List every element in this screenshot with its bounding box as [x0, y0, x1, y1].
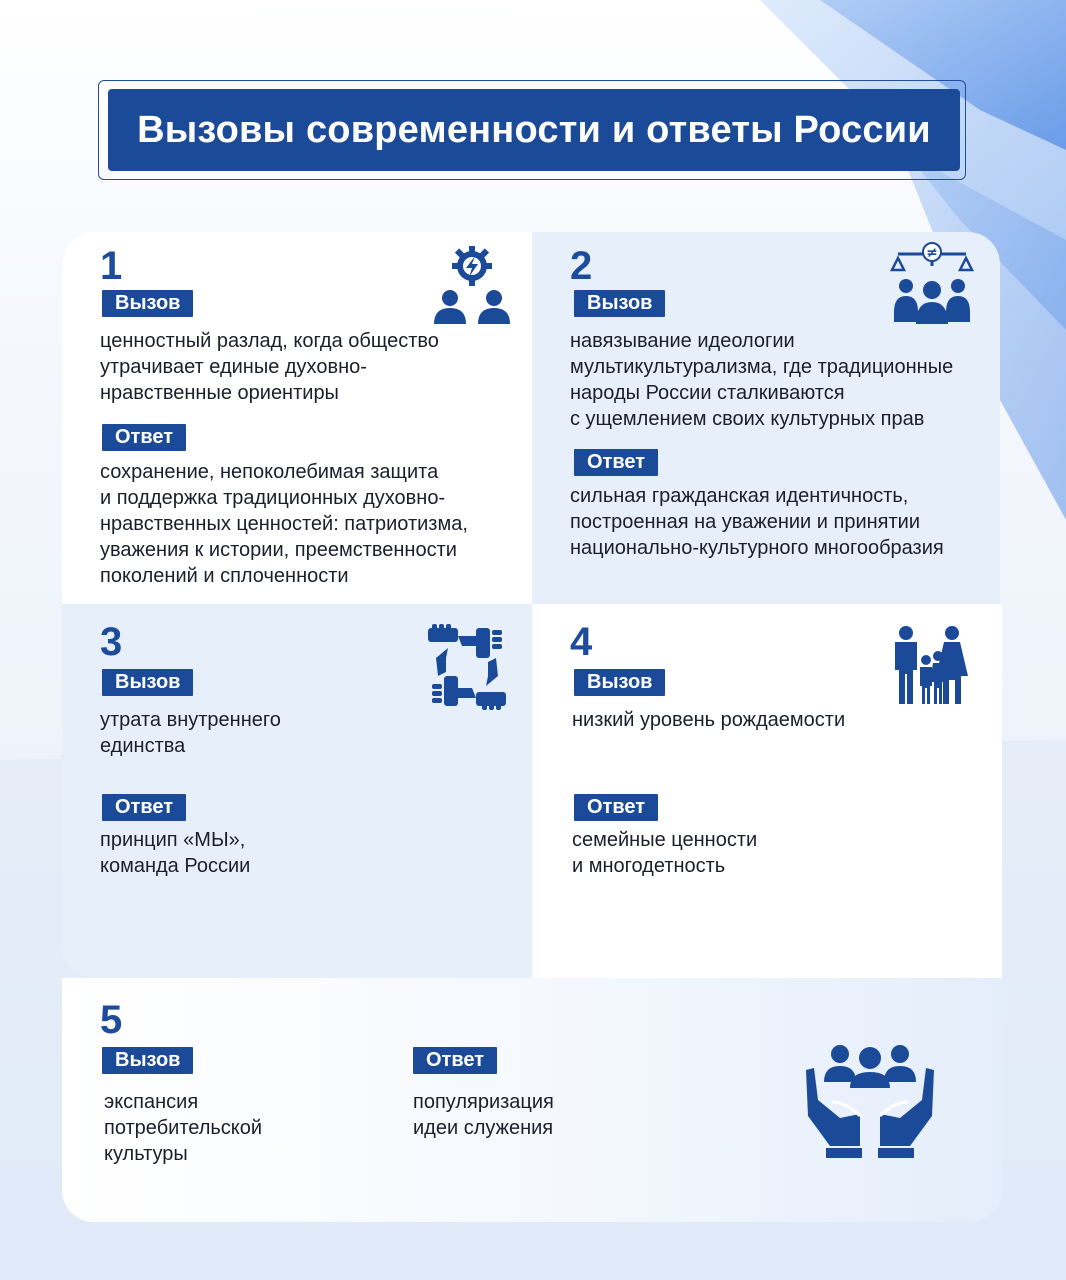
challenge-text: утрата внутреннего единства — [100, 709, 281, 757]
page-title: Вызовы современности и ответы России — [137, 108, 931, 151]
challenge-badge: Вызов — [102, 669, 193, 696]
answer-text: семейные ценности и многодетность — [572, 829, 758, 877]
challenge-text: экспансия потребительской культуры — [104, 1091, 263, 1165]
challenge-text: низкий уровень рождаемости — [572, 709, 846, 731]
challenge-text: навязывание идеологии мультикультурализма, где традиционные народы России сталкиваются с ущемлением своих культурных прав — [570, 330, 954, 430]
answer-badge: Ответ — [102, 424, 186, 451]
card-2 — [532, 232, 1000, 604]
challenge-badge: Вызов — [102, 1047, 193, 1074]
card-number: 4 — [570, 620, 593, 664]
card-1 — [62, 232, 532, 604]
answer-text: популяризация идеи служения — [413, 1091, 554, 1139]
answer-badge: Ответ — [413, 1047, 497, 1074]
card-number: 2 — [570, 244, 593, 288]
challenge-badge: Вызов — [102, 290, 193, 317]
challenge-text: ценностный разлад, когда общество утрачивает единые духовно- нравственные ориентиры — [100, 330, 439, 404]
card-4 — [532, 604, 1002, 978]
hands-holding-people-icon — [802, 1042, 938, 1160]
answer-badge: Ответ — [574, 794, 658, 821]
challenge-badge: Вызов — [574, 290, 665, 317]
card-number: 1 — [100, 244, 123, 288]
scales-not-equal-group-icon — [890, 242, 974, 326]
answer-badge: Ответ — [574, 449, 658, 476]
gear-lightning-people-icon — [430, 244, 514, 328]
answer-badge: Ответ — [102, 794, 186, 821]
answer-text: сильная гражданская идентичность, построенная на уважении и принятии национально-культурного многообразия — [570, 485, 944, 559]
title-banner — [108, 89, 960, 171]
answer-text: сохранение, непоколебимая защита и поддержка традиционных духовно- нравственных ценностей: патриотизма, уважения к истории, преемственности поколений и сплоченности — [100, 461, 468, 587]
joined-hands-icon — [424, 624, 510, 710]
card-3 — [62, 604, 532, 978]
family-icon — [890, 624, 972, 706]
card-5 — [62, 978, 1002, 1222]
challenge-badge: Вызов — [574, 669, 665, 696]
svg-text:≠: ≠ — [926, 245, 938, 261]
card-number: 5 — [100, 998, 123, 1042]
answer-text: принцип «МЫ», команда России — [100, 829, 251, 877]
card-number: 3 — [100, 620, 123, 664]
